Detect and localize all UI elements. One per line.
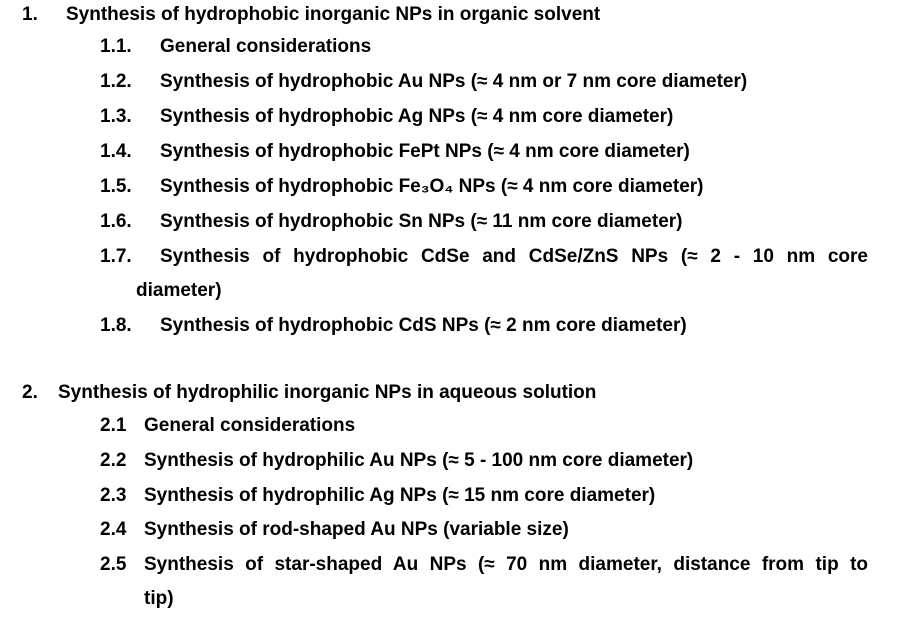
section-number: 2. [22,382,38,403]
subsection-title-continuation: diameter) [136,280,222,301]
subsection-number: 1.1. [100,36,132,57]
subsection-number: 2.5 [100,554,127,575]
subsection-title: Synthesis of star-shaped Au NPs (≈ 70 nm diameter, distance from tip to [144,554,868,575]
subsection-number: 2.2 [100,450,127,471]
subsection-number: 1.5. [100,176,132,197]
section-title: Synthesis of hydrophilic inorganic NPs in aqueous solution [58,382,597,403]
subsection-title: Synthesis of hydrophobic Fe₃O₄ NPs (≈ 4 nm core diameter) [160,176,704,197]
subsection-title: Synthesis of hydrophobic CdS NPs (≈ 2 nm core diameter) [160,315,687,336]
subsection-number: 2.1 [100,415,127,436]
subsection-number: 1.7. [100,246,132,267]
subsection-number: 1.3. [100,106,132,127]
subsection-number: 1.8. [100,315,132,336]
subsection-title: Synthesis of hydrophobic FePt NPs (≈ 4 nm core diameter) [160,141,690,162]
subsection-number: 2.4 [100,519,127,540]
subsection-number: 1.4. [100,141,132,162]
subsection-title: Synthesis of hydrophilic Au NPs (≈ 5 - 100 nm core diameter) [144,450,694,471]
subsection-title: Synthesis of hydrophilic Ag NPs (≈ 15 nm core diameter) [144,485,656,506]
subsection-number: 1.2. [100,71,132,92]
subsection-title: Synthesis of hydrophobic Au NPs (≈ 4 nm or 7 nm core diameter) [160,71,748,92]
subsection-title: Synthesis of hydrophobic Ag NPs (≈ 4 nm core diameter) [160,106,674,127]
subsection-title: Synthesis of hydrophobic Sn NPs (≈ 11 nm core diameter) [160,211,683,232]
subsection-title-continuation: tip) [144,588,174,609]
subsection-title: Synthesis of hydrophobic CdSe and CdSe/ZnS NPs (≈ 2 - 10 nm core [160,246,868,267]
section-number: 1. [22,4,38,25]
subsection-title: Synthesis of rod-shaped Au NPs (variable size) [144,519,569,540]
section-title: Synthesis of hydrophobic inorganic NPs in organic solvent [66,4,601,25]
subsection-title: General considerations [160,36,372,57]
subsection-title: General considerations [144,415,356,436]
subsection-number: 1.6. [100,211,132,232]
subsection-number: 2.3 [100,485,127,506]
